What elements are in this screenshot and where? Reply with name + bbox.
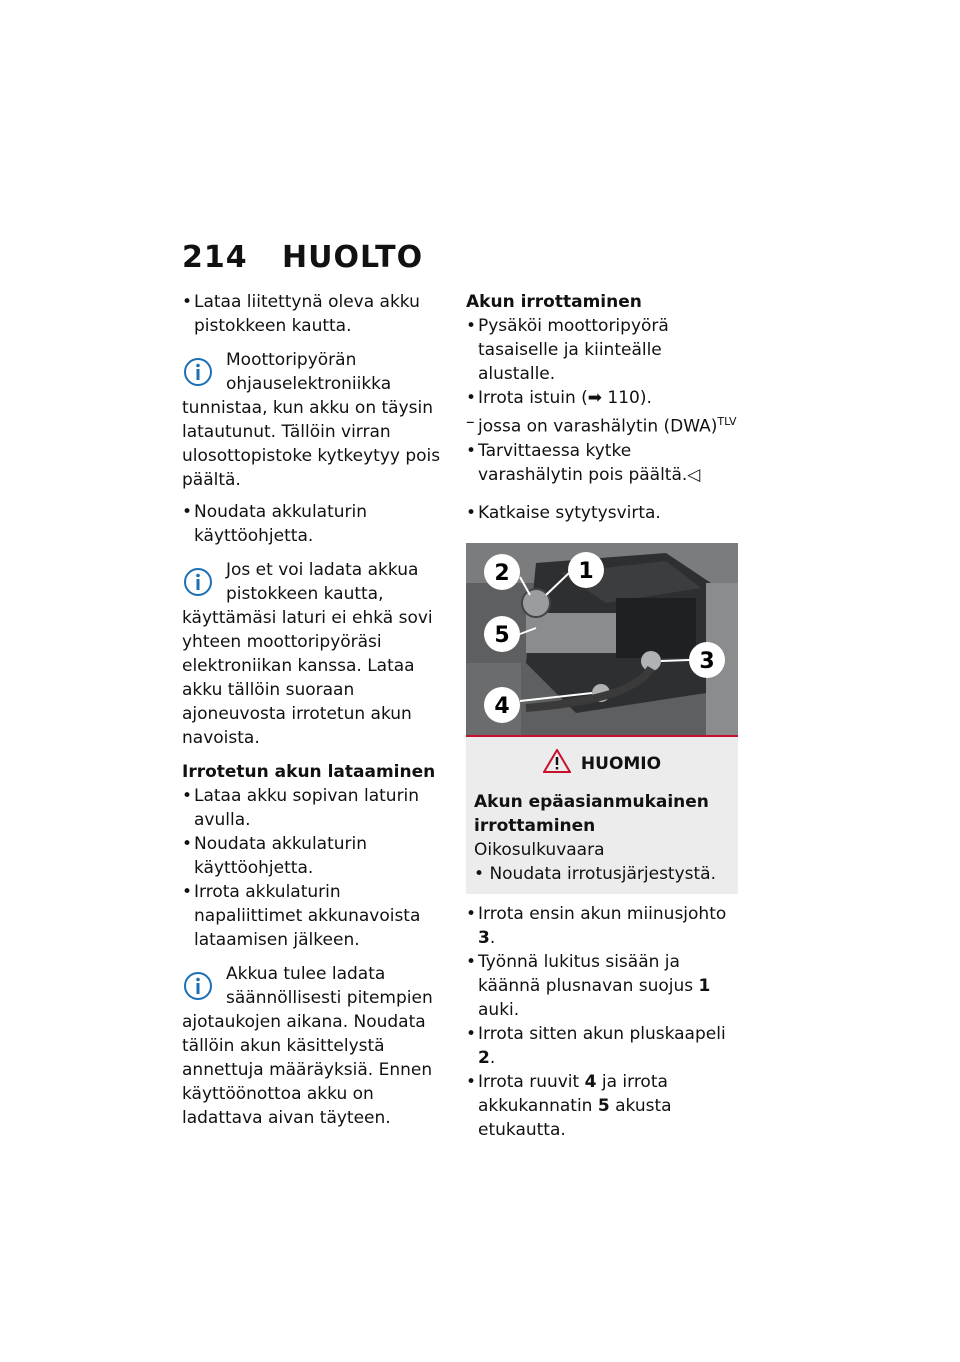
list-item: • Irrota akkulaturin napaliittimet akkunavoista lataamisen jälkeen. bbox=[182, 882, 421, 950]
warning-label: HUOMIO bbox=[474, 749, 730, 780]
info-icon bbox=[182, 348, 218, 384]
info-icon bbox=[182, 962, 218, 998]
info-note: Akkua tulee ladata säännöllisesti pitempien ajotaukojen aikana. Noudata tällöin akun käsittelystä annettuja määräyksiä. Ennen käyttöönottoa akku on ladattava aivan täyteen. bbox=[182, 964, 433, 1128]
left-column bbox=[182, 290, 448, 1138]
section-heading: Akun irrottaminen bbox=[466, 292, 642, 312]
warning-text: Oikosulkuvaara bbox=[474, 839, 605, 860]
warning-triangle-icon bbox=[543, 749, 571, 780]
arrow-ref-icon: ➡ bbox=[587, 388, 603, 408]
end-mark-icon: ◁ bbox=[687, 464, 701, 485]
callout-4: 4 bbox=[494, 693, 510, 719]
list-item: • Noudata akkulaturin käyttöohjetta. bbox=[182, 502, 368, 546]
list-item: – jossa on varashälytin (DWA)$^{TLV}$ bbox=[466, 412, 737, 437]
list-item: • Pysäköi moottoripyörä tasaiselle ja kiinteälle alustalle. bbox=[466, 316, 669, 384]
section-heading: Irrotetun akun lataaminen bbox=[182, 762, 436, 782]
info-note: Jos et voi ladata akkua pistokkeen kautta, käyttämäsi laturi ei ehkä sovi yhteen moottoripyöräsi elektroniikan kanssa. Lataa akku tällöin suoraan ajoneuvosta irrotetun akun navoista. bbox=[182, 560, 433, 748]
callout-3: 3 bbox=[699, 648, 715, 674]
list-item: • Noudata akkulaturin käyttöohjetta. bbox=[182, 834, 368, 878]
battery-photo bbox=[466, 543, 738, 735]
warning-bullet: • Noudata irrotusjärjestystä. bbox=[474, 863, 716, 884]
right-column bbox=[466, 290, 738, 1142]
list-item: • Tarvittaessa kytke varashälytin pois päältä.◁ bbox=[466, 440, 701, 485]
list-item: • Lataa liitettynä oleva akku pistokkeen kautta. bbox=[182, 292, 420, 336]
page-title: HUOLTO bbox=[282, 240, 424, 275]
list-item: • Irrota istuin (➡ 110). bbox=[466, 388, 652, 408]
list-item: • Työnnä lukitus sisään ja käännä plusnavan suojus 1 auki. bbox=[466, 951, 711, 1020]
page-header bbox=[182, 240, 423, 275]
callout-5: 5 bbox=[494, 622, 510, 648]
callout-2: 2 bbox=[494, 560, 510, 586]
callout-1: 1 bbox=[578, 558, 594, 584]
info-icon bbox=[182, 558, 218, 594]
list-item: • Lataa akku sopivan laturin avulla. bbox=[182, 786, 420, 830]
list-item: • Irrota ensin akun miinusjohto 3. bbox=[466, 903, 727, 948]
list-item: • Irrota ruuvit 4 ja irrota akkukannatin 5 akusta etukautta. bbox=[466, 1071, 672, 1140]
list-item: • Katkaise sytytysvirta. bbox=[466, 502, 661, 523]
warning-box bbox=[466, 735, 738, 894]
list-item: • Irrota sitten akun pluskaapeli 2. bbox=[466, 1023, 726, 1068]
page-number: 214 bbox=[182, 240, 248, 275]
warning-heading: Akun epäasianmukainen irrottaminen bbox=[474, 791, 709, 836]
info-note: Moottoripyörän ohjauselektroniikka tunnistaa, kun akku on täysin latautunut. Tällöin virran ulosottopistoke kytkeytyy pois päältä. bbox=[182, 350, 441, 490]
